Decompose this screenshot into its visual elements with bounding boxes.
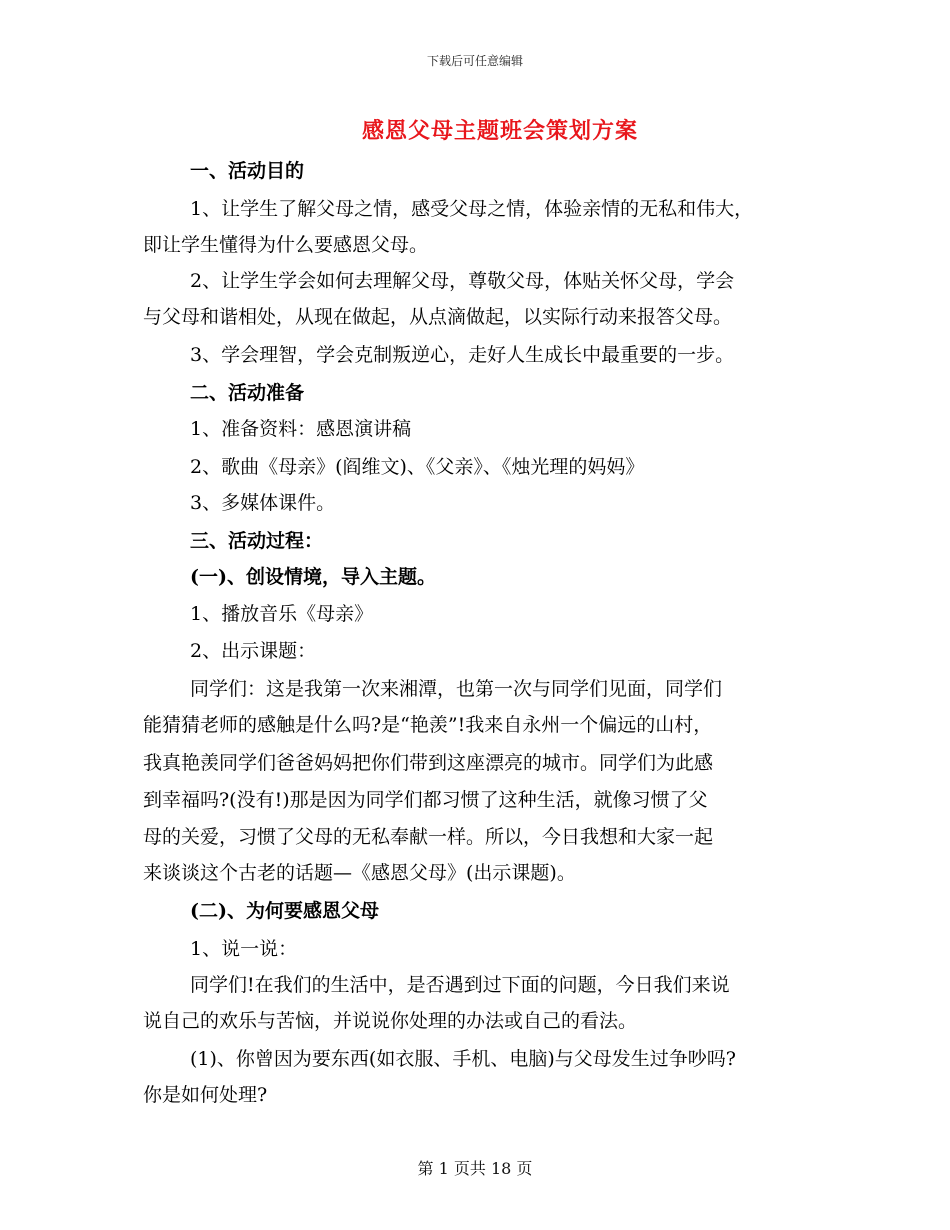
paragraph-line: 同学们：这是我第一次来湘潭，也第一次与同学们见面，同学们: [190, 678, 723, 700]
subsection-heading: (二)、为何要感恩父母: [190, 900, 379, 922]
section-heading: 一、活动目的: [190, 160, 305, 182]
paragraph-line: 你是如何处理?: [143, 1084, 268, 1106]
paragraph-line: 到幸福吗?(没有!)那是因为同学们都习惯了这种生活，就像习惯了父: [143, 789, 708, 811]
paragraph-line: 3、多媒体课件。: [190, 492, 336, 514]
paragraph-line: 同学们!在我们的生活中，是否遇到过下面的问题，今日我们来说: [190, 974, 730, 996]
section-heading: 二、活动准备: [190, 382, 305, 404]
paragraph-line: 1、说一说：: [190, 938, 298, 960]
paragraph-line: 母的关爱，习惯了父母的无私奉献一样。所以，今日我想和大家一起: [143, 826, 714, 848]
page-footer: 第 1 页共 18 页: [417, 1159, 533, 1178]
paragraph-line: 1、准备资料：感恩演讲稿: [190, 418, 412, 440]
paragraph-line: 即让学生懂得为什么要感恩父母。: [143, 234, 429, 256]
subsection-heading: (一)、创设情境，导入主题。: [190, 566, 436, 588]
document-title: 感恩父母主题班会策划方案: [361, 118, 638, 144]
paragraph-line: (1)、你曾因为要东西(如衣服、手机、电脑)与父母发生过争吵吗?: [190, 1048, 736, 1070]
paragraph-line: 2、歌曲《母亲》(阎维文)、《父亲》、《烛光理的妈妈》: [190, 456, 645, 478]
header-note: 下载后可任意编辑: [426, 54, 523, 68]
section-heading: 三、活动过程：: [190, 530, 324, 552]
paragraph-line: 1、让学生了解父母之情，感受父母之情，体验亲情的无私和伟大，: [190, 198, 754, 220]
paragraph-line: 3、学会理智，学会克制叛逆心，走好人生成长中最重要的一步。: [190, 344, 735, 366]
paragraph-line: 1、播放音乐《母亲》: [190, 603, 374, 625]
paragraph-line: 我真艳羡同学们爸爸妈妈把你们带到这座漂亮的城市。同学们为此感: [143, 752, 714, 774]
paragraph-line: 2、让学生学会如何去理解父母，尊敬父母，体贴关怀父母，学会: [190, 270, 735, 292]
paragraph-line: 与父母和谐相处，从现在做起，从点滴做起，以实际行动来报答父母。: [143, 306, 733, 328]
paragraph-line: 2、出示课题：: [190, 640, 317, 662]
paragraph-line: 说自己的欢乐与苦恼，并说说你处理的办法或自己的看法。: [143, 1010, 638, 1032]
paragraph-line: 来谈谈这个古老的话题—《感恩父母》(出示课题)。: [143, 862, 576, 884]
paragraph-line: 能猜猜老师的感触是什么吗?是“艳羡”!我来自永州一个偏远的山村，: [143, 714, 713, 736]
